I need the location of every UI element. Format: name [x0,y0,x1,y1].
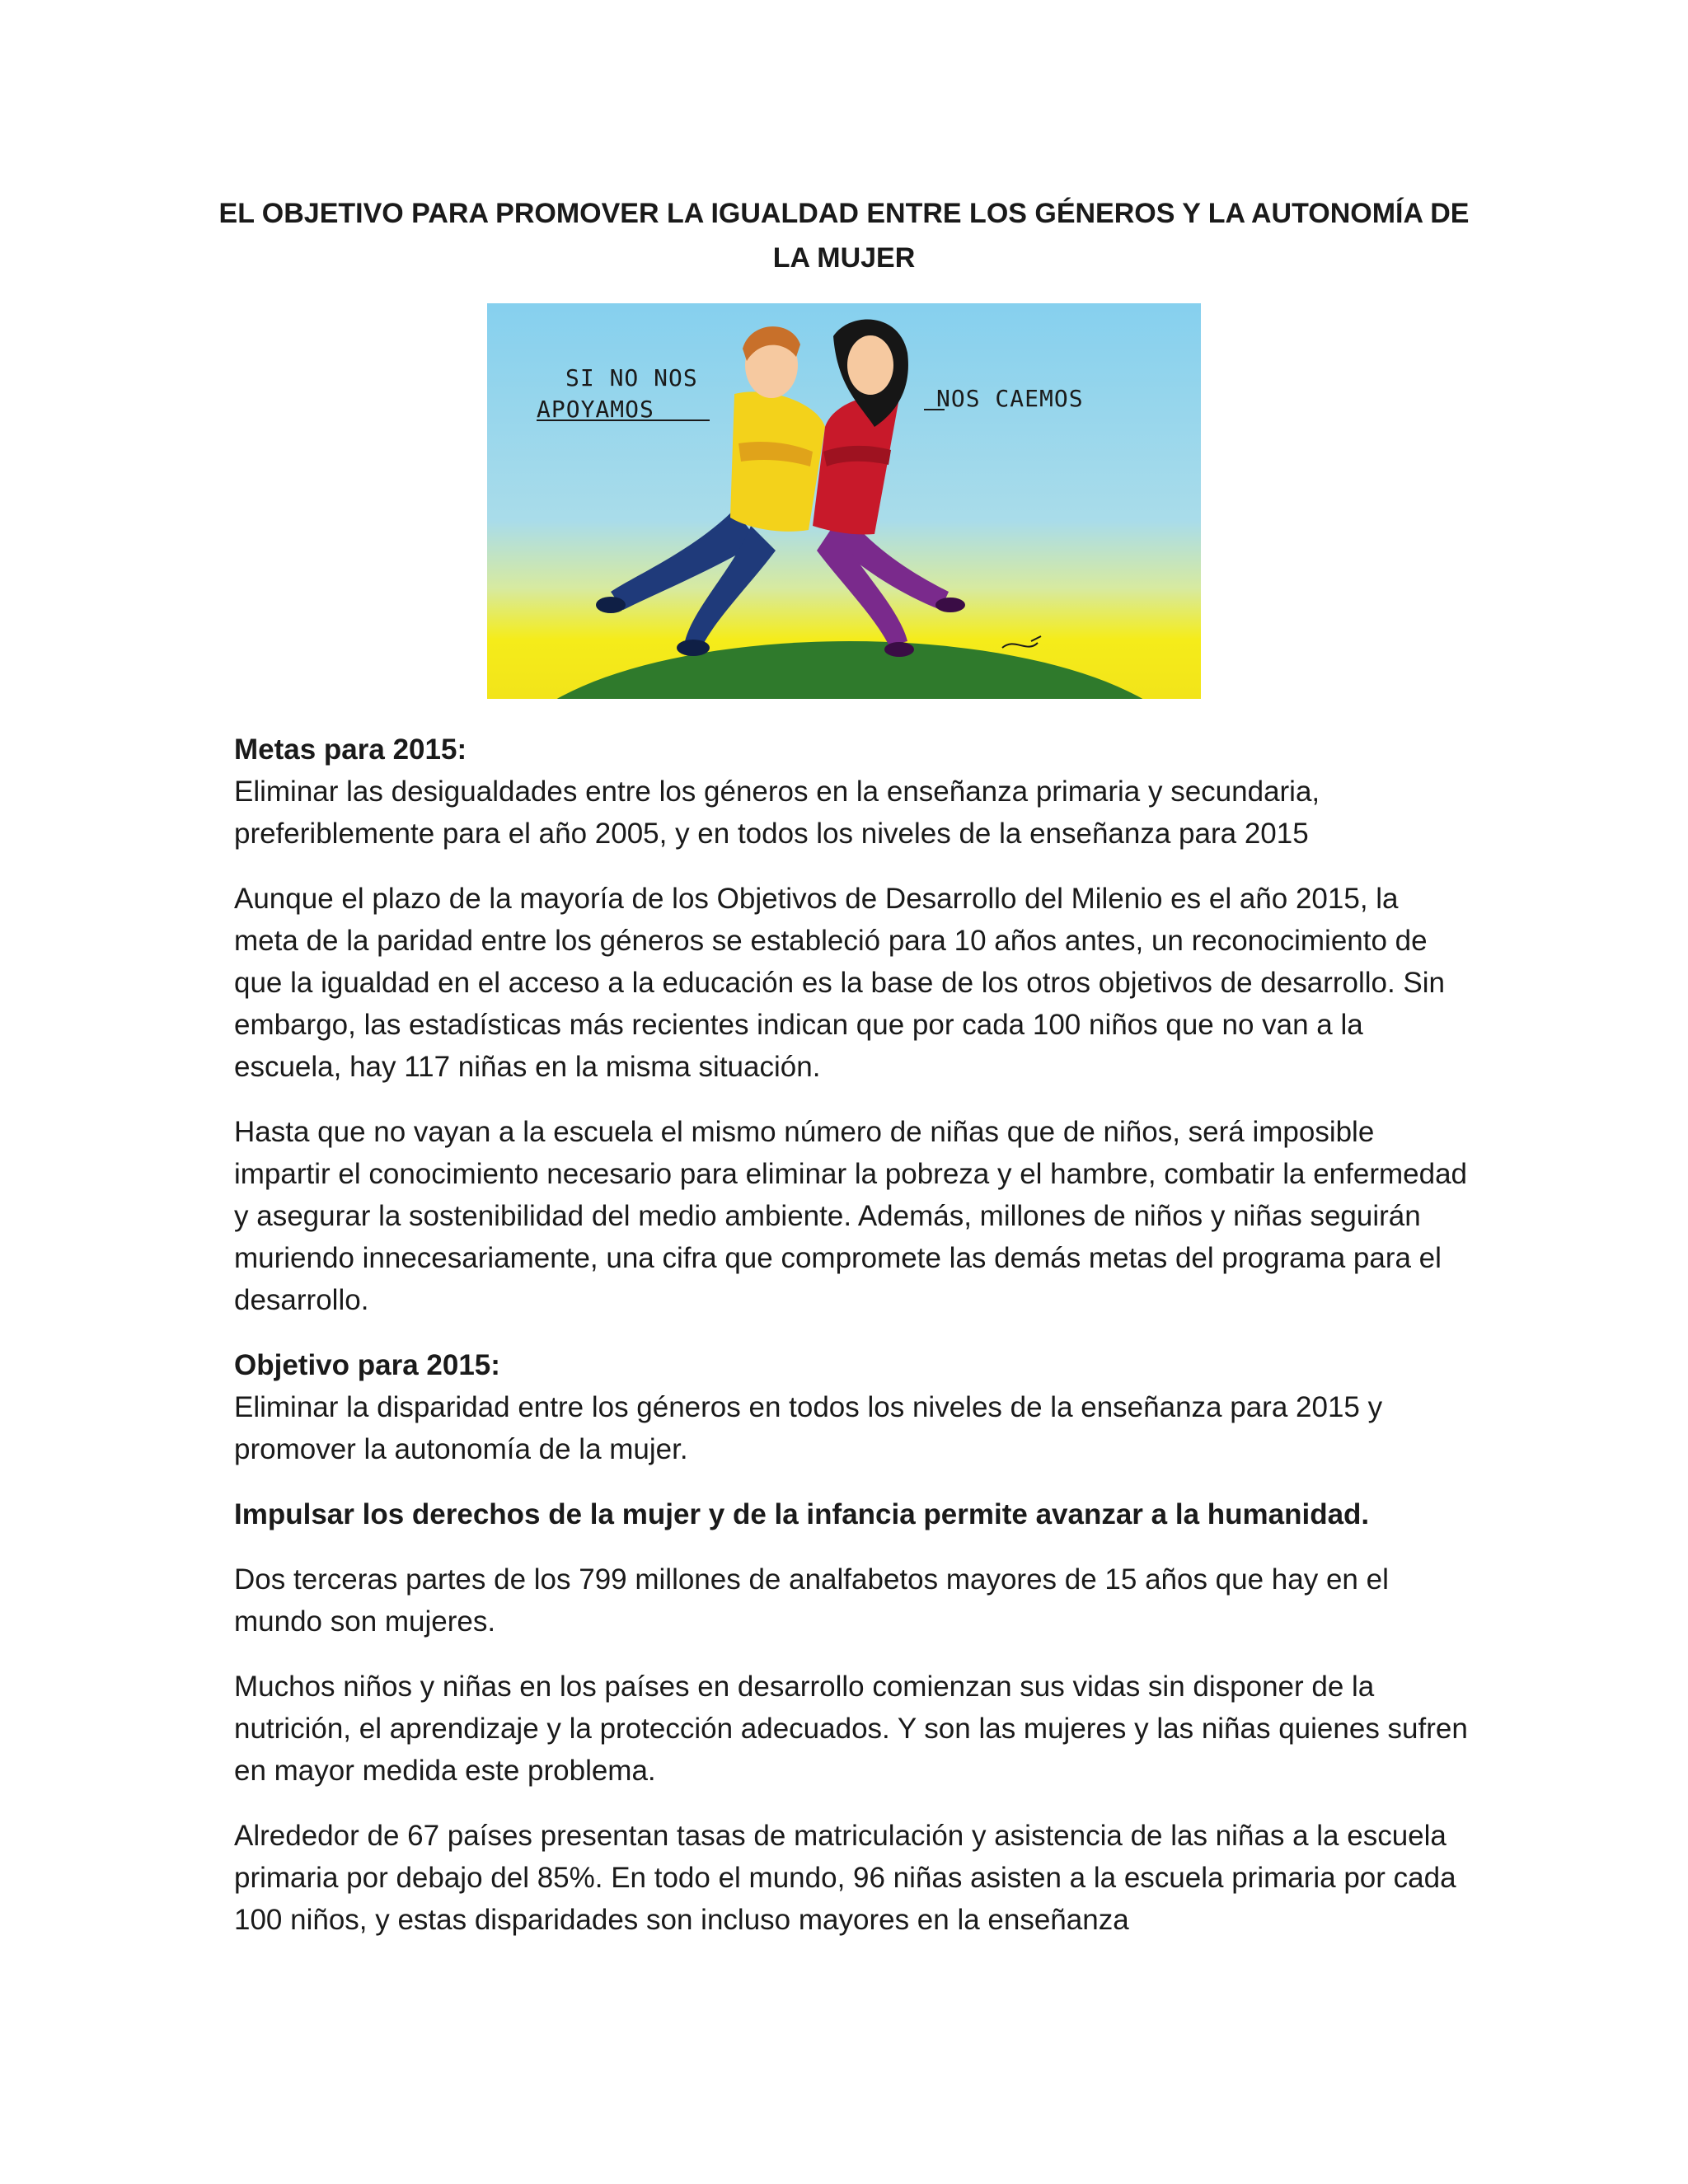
paragraph-5: Alrededor de 67 países presentan tasas de matriculación y asistencia de las niñas a la escuela primaria por debajo del 85%. En todo el mundo, 96 niñas asisten a la escuela primaria por cada 100 niños, y estas disparidades son incluso mayores en la enseñanza [234,1820,1456,1936]
man-right-shoe [677,640,710,656]
paragraph-1: Aunque el plazo de la mayoría de los Objetivos de Desarrollo del Milenio es el año 2015, la meta de la paridad entre los géneros se estableció para 10 años antes, un reconocimiento de que la igualdad en el acceso a la educación es la base de los otros objetivos de desarrollo. Sin embargo, las estadísticas más recientes indican que por cada 100 niños que no van a la escuela, hay 117 niñas en la misma situación. [234,883,1446,1083]
illustration-svg [487,303,1201,699]
paragraph-2: Hasta que no vayan a la escuela el mismo número de niñas que de niños, será imposible impartir el conocimiento necesario para eliminar la pobreza y el hambre, combatir la enfermedad y asegurar la sostenibilidad del medio ambiente. Además, millones de niños y niñas seguirán muriendo innecesariamente, una cifra que compromete las demás metas del programa para el desarrollo. [234,1116,1467,1316]
objetivo-heading: Objetivo para 2015: [234,1349,500,1381]
document-body [234,729,1470,1964]
document-title: EL OBJETIVO PARA PROMOVER LA IGUALDAD ENTRE LOS GÉNEROS Y LA AUTONOMÍA DE LA MUJER [218,198,1470,274]
paragraph-3: Dos terceras partes de los 799 millones de analfabetos mayores de 15 años que hay en el mundo son mujeres. [234,1563,1389,1638]
gender-equality-illustration [487,303,1201,699]
objetivo-text: Eliminar la disparidad entre los géneros en todos los niveles de la enseñanza para 2015 y promover la autonomía de la mujer. [234,1391,1383,1465]
woman-left-shoe [935,598,965,612]
bold-statement: Impulsar los derechos de la mujer y de la infancia permite avanzar a la humanidad. [234,1498,1370,1530]
right-caption: NOS CAEMOS [936,385,1084,412]
paragraph-4: Muchos niños y niñas en los países en desarrollo comienzan sus vidas sin disponer de la nutrición, el aprendizaje y la protección adecuados. Y son las mujeres y las niñas quienes sufren en mayor medida este problema. [234,1671,1468,1787]
man-left-shoe [596,597,626,613]
left-caption-line2: APOYAMOS [537,396,654,423]
metas-section [234,729,1470,855]
metas-text: Eliminar las desigualdades entre los géneros en la enseñanza primaria y secundaria, preferiblemente para el año 2005, y en todos los niveles de la enseñanza para 2015 [234,776,1320,850]
metas-heading: Metas para 2015: [234,733,467,766]
objetivo-section [234,1344,1470,1470]
left-caption-line1: SI NO NOS [565,364,698,391]
woman-right-shoe [884,642,914,657]
woman-face [847,335,893,395]
